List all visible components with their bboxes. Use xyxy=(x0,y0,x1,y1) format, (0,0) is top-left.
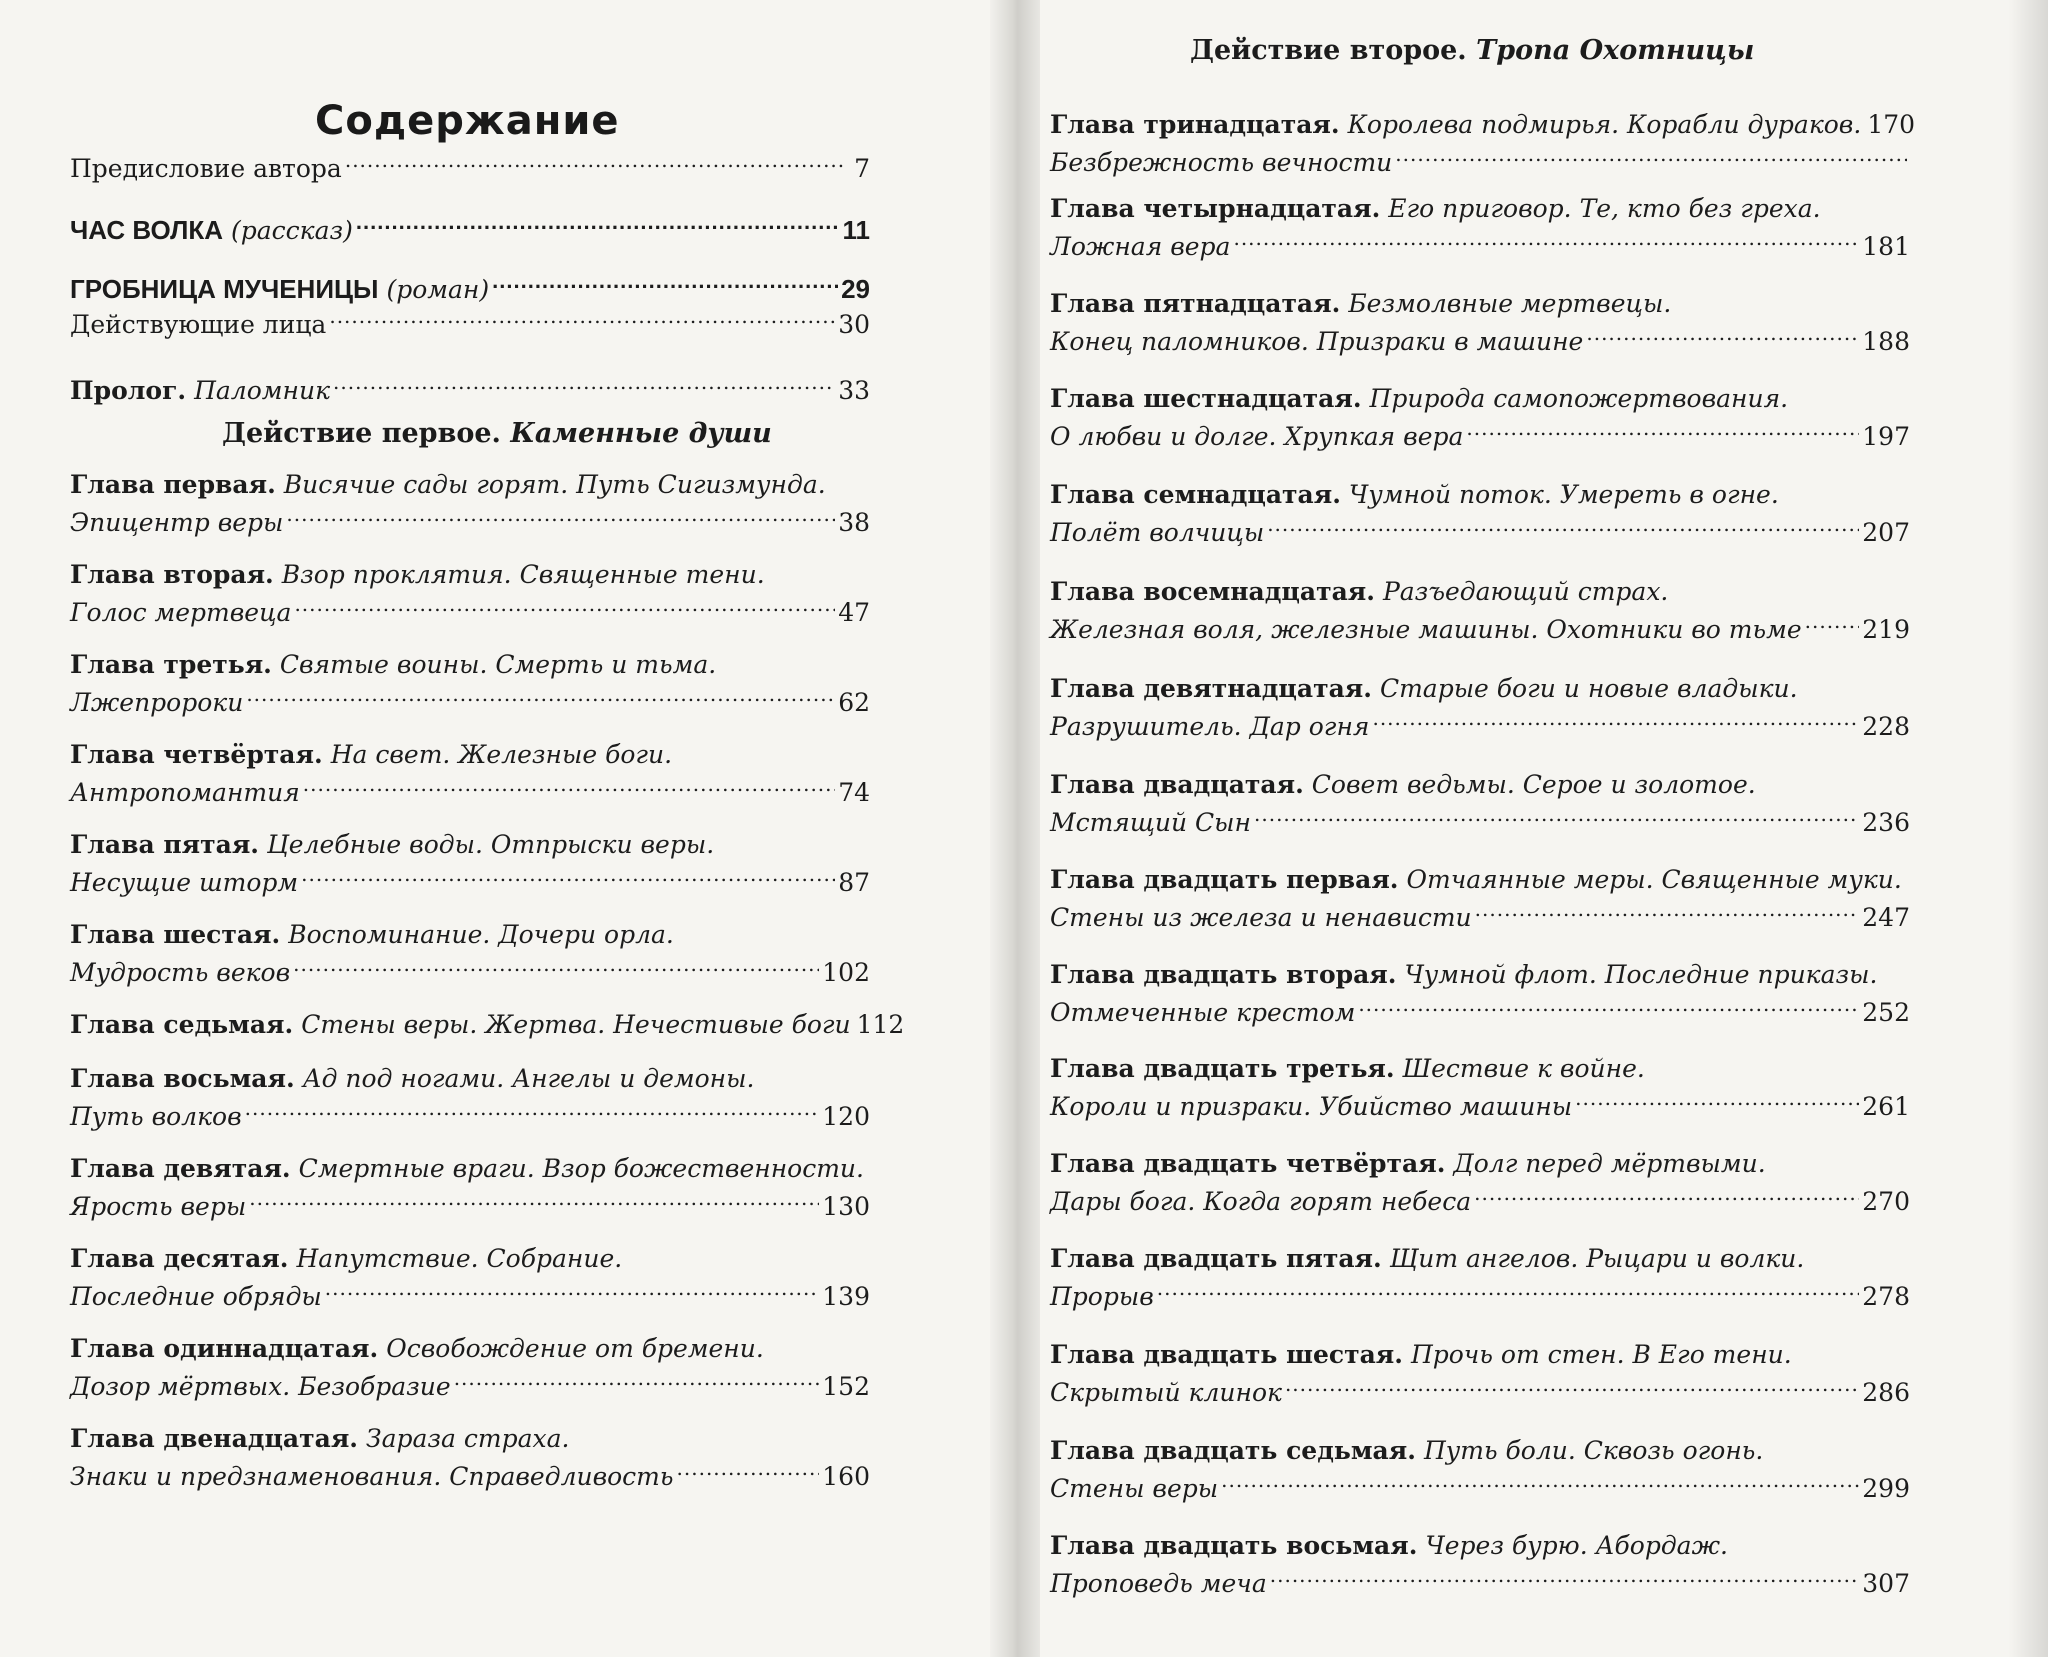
toc-chapter xyxy=(70,916,870,992)
chapter-titles: Разъедающий страх. xyxy=(1382,577,1669,606)
page-number: 307 xyxy=(1862,1569,1910,1598)
chapter-titles: Воспоминание. Дочери орла. xyxy=(288,920,674,949)
chapter-label: Глава двадцать восьмая. xyxy=(1050,1531,1418,1560)
chapter-titles-cont: Дары бога. Когда горят небеса xyxy=(1050,1187,1472,1216)
chapter-label: Глава девятнадцатая. xyxy=(1050,674,1372,703)
chapter-titles-cont: Скрытый клинок xyxy=(1050,1378,1282,1407)
dot-leader xyxy=(333,374,835,399)
dot-leader xyxy=(1233,230,1859,255)
chapter-titles-cont: О любви и долге. Хрупкая вера xyxy=(1050,422,1464,451)
act-label: Действие первое. xyxy=(222,418,501,449)
chapter-titles-cont: Стены веры xyxy=(1050,1474,1219,1503)
toc-chapter xyxy=(1050,766,1910,842)
chapter-titles-cont: Несущие шторм xyxy=(70,868,299,897)
chapter-label: Глава шестнадцатая. xyxy=(1050,384,1362,413)
page-number: 7 xyxy=(854,154,870,183)
toc-chapter xyxy=(1050,285,1910,361)
chapter-titles-cont: Дозор мёртвых. Безобразие xyxy=(70,1372,451,1401)
chapter-label: Глава семнадцатая. xyxy=(1050,480,1341,509)
chapter-label: Глава двенадцатая. xyxy=(70,1424,358,1453)
book-gutter xyxy=(990,0,1040,1657)
page-number: 207 xyxy=(1862,518,1910,547)
page-number: 62 xyxy=(838,688,870,717)
toc-chapter xyxy=(1050,573,1910,649)
toc-chapter xyxy=(70,1330,870,1406)
chapter-titles-cont: Лжепророки xyxy=(70,688,244,717)
chapter-label: Глава двадцать вторая. xyxy=(1050,960,1397,989)
left-page xyxy=(70,0,905,1657)
toc-chapter xyxy=(1050,1527,1910,1603)
page-number: 87 xyxy=(838,868,870,897)
act-heading xyxy=(1190,35,1754,66)
page-number: 139 xyxy=(822,1282,870,1311)
page-title: Содержание xyxy=(315,98,620,144)
chapter-titles: На свет. Железные боги. xyxy=(330,740,673,769)
page-number: 188 xyxy=(1862,327,1910,356)
toc-entry-note: (рассказ) xyxy=(231,216,353,245)
page-number: 29 xyxy=(841,274,870,304)
page-number: 30 xyxy=(838,310,870,339)
chapter-label: Глава двадцатая. xyxy=(1050,770,1304,799)
chapter-titles-cont: Путь волков xyxy=(70,1102,242,1131)
chapter-titles: Его приговор. Те, кто без греха. xyxy=(1388,194,1821,223)
page-number: 33 xyxy=(838,376,870,405)
dot-leader xyxy=(1221,1472,1859,1497)
page-number: 236 xyxy=(1862,808,1910,837)
toc-chapter xyxy=(1050,1240,1910,1316)
chapter-titles: Шествие к войне. xyxy=(1402,1054,1645,1083)
toc-entry-label: ЧАС ВОЛКА xyxy=(70,215,223,245)
toc-chapter xyxy=(70,1150,870,1226)
toc-chapter xyxy=(1050,956,1910,1032)
chapter-label: Глава восемнадцатая. xyxy=(1050,577,1375,606)
toc-chapter xyxy=(1050,106,1916,182)
toc-entry-label: Пролог. xyxy=(70,376,187,405)
chapter-titles: Чумной флот. Последние приказы. xyxy=(1404,960,1878,989)
chapter-titles-cont: Прорыв xyxy=(1050,1282,1154,1311)
chapter-label: Глава седьмая. xyxy=(70,1010,294,1039)
dot-leader xyxy=(677,1460,820,1485)
chapter-titles-cont: Безбрежность вечности xyxy=(1050,148,1393,177)
chapter-titles-cont: Последние обряды xyxy=(70,1282,322,1311)
chapter-titles: Стены веры. Жертва. Нечестивые боги xyxy=(301,1010,851,1039)
chapter-label: Глава третья. xyxy=(70,650,272,679)
page-number: 228 xyxy=(1862,712,1910,741)
dot-leader xyxy=(1270,1567,1860,1592)
toc-entry-story xyxy=(70,211,870,249)
chapter-label: Глава тринадцатая. xyxy=(1050,110,1340,139)
chapter-label: Глава вторая. xyxy=(70,560,274,589)
dot-leader xyxy=(1586,325,1859,350)
dot-leader xyxy=(356,213,840,239)
chapter-label: Глава пятая. xyxy=(70,830,259,859)
dot-leader xyxy=(1254,806,1859,831)
toc-chapter xyxy=(1050,670,1910,746)
dot-leader xyxy=(303,776,835,801)
toc-chapter xyxy=(70,1060,870,1136)
dot-leader xyxy=(246,686,835,711)
dot-leader xyxy=(329,308,835,333)
toc-chapter xyxy=(1050,1336,1910,1412)
toc-entry-label: Действующие лица xyxy=(70,310,327,339)
toc-chapter xyxy=(1050,380,1910,456)
chapter-titles-cont: Отмеченные крестом xyxy=(1050,998,1356,1027)
dot-leader xyxy=(1358,996,1859,1021)
toc-entry-novel xyxy=(70,270,870,308)
page-number: 120 xyxy=(822,1102,870,1131)
page-number: 181 xyxy=(1862,232,1910,261)
toc-chapter xyxy=(1050,476,1910,552)
toc-entry-label: ГРОБНИЦА МУЧЕНИЦЫ xyxy=(70,274,379,304)
chapter-titles-cont: Ярость веры xyxy=(70,1192,247,1221)
dot-leader xyxy=(245,1100,820,1125)
chapter-titles: Смертные враги. Взор божественности. xyxy=(298,1154,864,1183)
page-number: 270 xyxy=(1862,1187,1910,1216)
toc-chapter xyxy=(70,1006,905,1044)
chapter-titles: Совет ведьмы. Серое и золотое. xyxy=(1311,770,1756,799)
page-number: 252 xyxy=(1862,998,1910,1027)
chapter-label: Глава двадцать первая. xyxy=(1050,865,1399,894)
dot-leader xyxy=(1575,1090,1859,1115)
chapter-label: Глава десятая. xyxy=(70,1244,289,1273)
dot-leader xyxy=(492,272,838,298)
chapter-titles: Природа самопожертвования. xyxy=(1369,384,1789,413)
chapter-titles-cont: Эпицентр веры xyxy=(70,508,284,537)
chapter-titles-cont: Стены из железа и ненависти xyxy=(1050,903,1472,932)
chapter-titles: Напутствие. Собрание. xyxy=(296,1244,623,1273)
toc-chapter xyxy=(70,556,870,632)
page-number: 170 xyxy=(1867,110,1916,139)
chapter-label: Глава двадцать третья. xyxy=(1050,1054,1395,1083)
page-number: 197 xyxy=(1862,422,1910,451)
chapter-label: Глава двадцать четвёртая. xyxy=(1050,1149,1446,1178)
chapter-label: Глава двадцать седьмая. xyxy=(1050,1436,1416,1465)
page-number: 261 xyxy=(1862,1092,1910,1121)
dot-leader xyxy=(345,152,843,177)
dot-leader xyxy=(1466,420,1859,445)
chapter-titles: Путь боли. Сквозь огонь. xyxy=(1423,1436,1764,1465)
chapter-titles: Освобождение от бремени. xyxy=(386,1334,764,1363)
toc-chapter xyxy=(70,1420,870,1496)
dot-leader xyxy=(249,1190,819,1215)
toc-chapter xyxy=(70,466,870,542)
toc-entry-note: (роман) xyxy=(386,275,490,304)
chapter-label: Глава двадцать пятая. xyxy=(1050,1244,1382,1273)
toc-chapter xyxy=(70,826,870,902)
dot-leader xyxy=(325,1280,819,1305)
chapter-titles-cont: Железная воля, железные машины. Охотники во тьме xyxy=(1050,615,1802,644)
chapter-titles-cont: Антропомантия xyxy=(70,778,300,807)
toc-chapter xyxy=(1050,1050,1910,1126)
act-heading xyxy=(222,418,772,449)
dot-leader xyxy=(1474,1185,1859,1210)
chapter-label: Глава четырнадцатая. xyxy=(1050,194,1381,223)
chapter-label: Глава двадцать шестая. xyxy=(1050,1340,1403,1369)
chapter-titles-cont: Проповедь меча xyxy=(1050,1569,1267,1598)
dot-leader xyxy=(1395,146,1907,171)
chapter-titles-cont: Ложная вера xyxy=(1050,232,1231,261)
act-subtitle: Каменные души xyxy=(510,418,772,449)
chapter-titles: Старые боги и новые владыки. xyxy=(1379,674,1798,703)
act-subtitle: Тропа Охотницы xyxy=(1476,35,1755,66)
dot-leader xyxy=(1267,516,1859,541)
chapter-titles-cont: Короли и призраки. Убийство машины xyxy=(1050,1092,1573,1121)
chapter-titles: Отчаянные меры. Священные муки. xyxy=(1406,865,1902,894)
chapter-titles: Через бурю. Абордаж. xyxy=(1425,1531,1728,1560)
page-number: 219 xyxy=(1862,615,1910,644)
chapter-titles-cont: Голос мертвеца xyxy=(70,598,292,627)
chapter-label: Глава пятнадцатая. xyxy=(1050,289,1341,318)
toc-entry-prologue xyxy=(70,372,870,410)
page-number: 112 xyxy=(856,1010,905,1039)
page-number: 102 xyxy=(822,958,870,987)
chapter-titles-cont: Конец паломников. Призраки в машине xyxy=(1050,327,1584,356)
act-label: Действие второе. xyxy=(1190,35,1467,66)
chapter-label: Глава девятая. xyxy=(70,1154,291,1183)
toc-chapter xyxy=(1050,1145,1910,1221)
page-number: 38 xyxy=(838,508,870,537)
chapter-titles: Святые воины. Смерть и тьма. xyxy=(279,650,717,679)
toc-chapter xyxy=(70,1240,870,1316)
page-number: 247 xyxy=(1862,903,1910,932)
dot-leader xyxy=(1157,1280,1860,1305)
page-number: 130 xyxy=(822,1192,870,1221)
dot-leader xyxy=(1285,1376,1859,1401)
dot-leader xyxy=(454,1370,820,1395)
chapter-titles: Зараза страха. xyxy=(366,1424,570,1453)
page-number: 152 xyxy=(822,1372,870,1401)
chapter-titles: Ад под ногами. Ангелы и демоны. xyxy=(302,1064,755,1093)
toc-entry-preface xyxy=(70,150,870,188)
page-number: 47 xyxy=(838,598,870,627)
chapter-titles: Королева подмирья. Корабли дураков. xyxy=(1347,110,1862,139)
dot-leader xyxy=(293,956,819,981)
chapter-label: Глава шестая. xyxy=(70,920,281,949)
dot-leader xyxy=(1372,710,1859,735)
chapter-titles-cont: Знаки и предзнаменования. Справедливость xyxy=(70,1462,674,1491)
right-page xyxy=(1050,0,1916,1657)
dot-leader xyxy=(301,866,835,891)
chapter-titles-cont: Мудрость веков xyxy=(70,958,291,987)
chapter-label: Глава одиннадцатая. xyxy=(70,1334,379,1363)
chapter-titles-cont: Полёт волчицы xyxy=(1050,518,1265,547)
page-number: 299 xyxy=(1862,1474,1910,1503)
chapter-titles: Прочь от стен. В Его тени. xyxy=(1410,1340,1792,1369)
page-number: 74 xyxy=(838,778,870,807)
chapter-label: Глава четвёртая. xyxy=(70,740,323,769)
chapter-titles-cont: Разрушитель. Дар огня xyxy=(1050,712,1370,741)
toc-chapter xyxy=(70,646,870,722)
toc-entry-label: Предисловие автора xyxy=(70,154,342,183)
page-number: 286 xyxy=(1862,1378,1910,1407)
toc-chapter xyxy=(1050,1432,1910,1508)
toc-chapter xyxy=(1050,861,1910,937)
page-edge-shadow xyxy=(2008,0,2048,1657)
dot-leader xyxy=(286,506,835,531)
dot-leader xyxy=(1805,613,1860,638)
toc-entry-sub: Паломник xyxy=(194,376,330,405)
page-number: 278 xyxy=(1862,1282,1910,1311)
chapter-titles: Взор проклятия. Священные тени. xyxy=(281,560,765,589)
toc-chapter xyxy=(70,736,870,812)
chapter-titles: Безмолвные мертвецы. xyxy=(1348,289,1672,318)
chapter-titles: Долг перед мёртвыми. xyxy=(1453,1149,1766,1178)
chapter-titles: Щит ангелов. Рыцари и волки. xyxy=(1389,1244,1805,1273)
toc-chapter xyxy=(1050,190,1910,266)
page-number: 11 xyxy=(842,215,870,245)
dot-leader xyxy=(294,596,835,621)
page-number: 160 xyxy=(822,1462,870,1491)
chapter-label: Глава первая. xyxy=(70,470,276,499)
toc-entry-characters xyxy=(70,306,870,344)
chapter-titles: Целебные воды. Отпрыски веры. xyxy=(267,830,715,859)
chapter-titles: Висячие сады горят. Путь Сигизмунда. xyxy=(283,470,826,499)
chapter-titles: Чумной поток. Умереть в огне. xyxy=(1348,480,1779,509)
chapter-titles-cont: Мстящий Сын xyxy=(1050,808,1251,837)
chapter-label: Глава восьмая. xyxy=(70,1064,295,1093)
dot-leader xyxy=(1475,901,1860,926)
